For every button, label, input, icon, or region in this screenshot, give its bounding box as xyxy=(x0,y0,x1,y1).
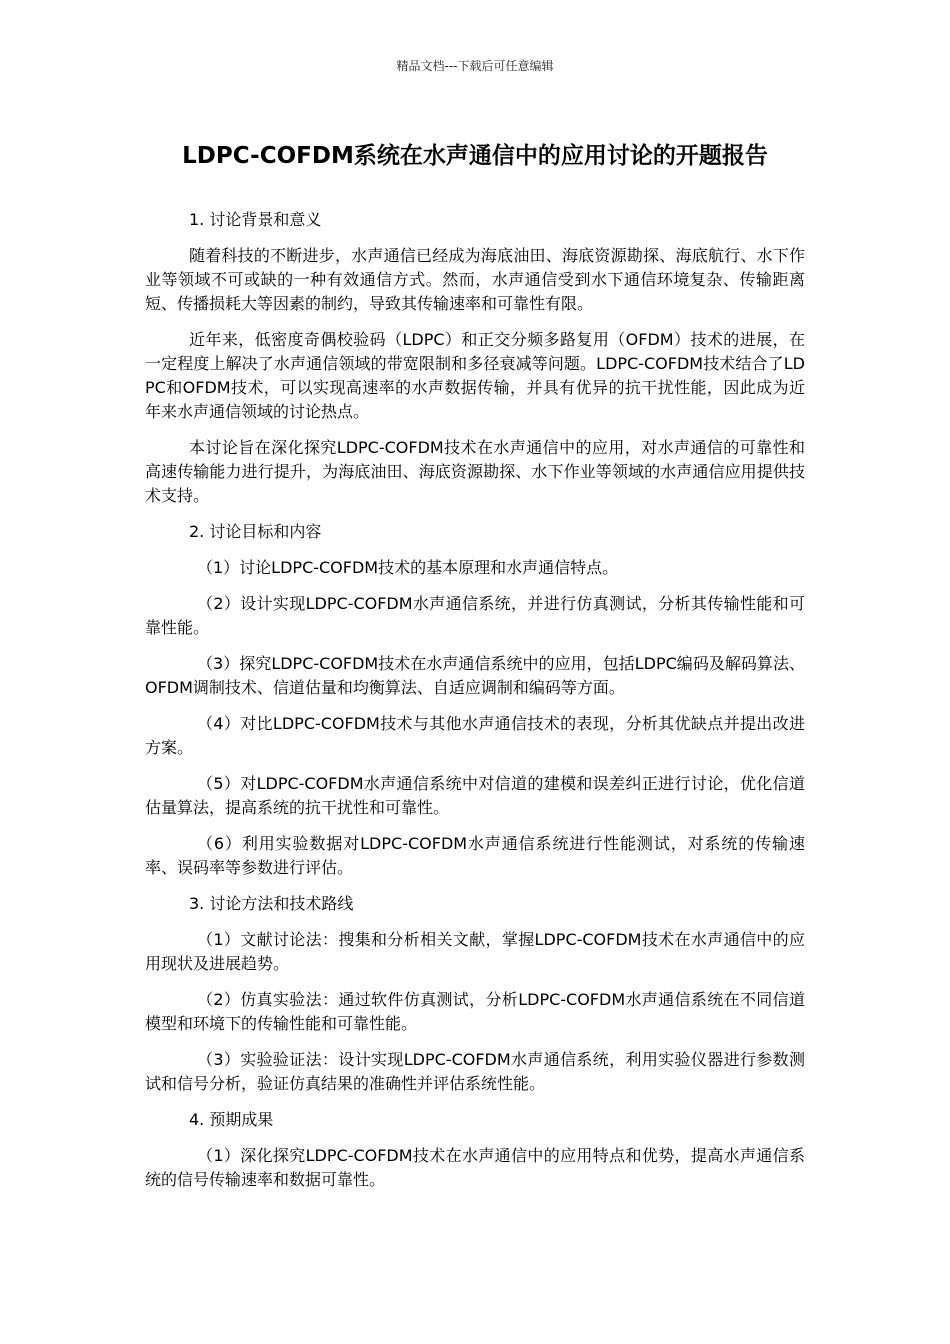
list-item: （2）设计实现LDPC-COFDM水声通信系统，并进行仿真测试，分析其传输性能和可靠性能。 xyxy=(145,594,805,637)
document-title: LDPC-COFDM系统在水声通信中的应用讨论的开题报告 xyxy=(182,143,768,169)
list-item: （3）探究LDPC-COFDM技术在水声通信系统中的应用，包括LDPC编码及解码算法、OFDM调制技术、信道估量和均衡算法、自适应调制和编码等方面。 xyxy=(145,654,805,697)
list-item: （1）深化探究LDPC-COFDM技术在水声通信中的应用特点和优势，提高水声通信系统的信号传输速率和数据可靠性。 xyxy=(145,1146,805,1189)
paragraph: 随着科技的不断进步，水声通信已经成为海底油田、海底资源勘探、海底航行、水下作业等领域不可或缺的一种有效通信方式。然而，水声通信受到水下通信环境复杂、传输距离短、传播损耗大等因素的制约，导致其传输速率和可靠性有限。 xyxy=(145,246,805,313)
section-heading-4: 4. 预期成果 xyxy=(189,1110,274,1129)
section-heading-2: 2. 讨论目标和内容 xyxy=(189,522,322,541)
list-item: （1）讨论LDPC-COFDM技术的基本原理和水声通信特点。 xyxy=(197,558,619,577)
section-heading-3: 3. 讨论方法和技术路线 xyxy=(189,894,354,913)
section-heading-1: 1. 讨论背景和意义 xyxy=(189,210,322,229)
paragraph: 本讨论旨在深化探究LDPC-COFDM技术在水声通信中的应用，对水声通信的可靠性和高速传输能力进行提升，为海底油田、海底资源勘探、水下作业等领域的水声通信应用提供技术支持。 xyxy=(145,438,805,505)
list-item: （5）对LDPC-COFDM水声通信系统中对信道的建模和误差纠正进行讨论，优化信道估量算法，提高系统的抗干扰性和可靠性。 xyxy=(145,774,805,817)
list-item: （1）文献讨论法：搜集和分析相关文献，掌握LDPC-COFDM技术在水声通信中的应用现状及进展趋势。 xyxy=(145,930,805,973)
list-item: （4）对比LDPC-COFDM技术与其他水声通信技术的表现，分析其优缺点并提出改进方案。 xyxy=(145,714,805,757)
list-item: （3）实验验证法：设计实现LDPC-COFDM水声通信系统，利用实验仪器进行参数测试和信号分析，验证仿真结果的准确性并评估系统性能。 xyxy=(145,1050,805,1093)
document-body xyxy=(145,208,805,1204)
list-item: （2）仿真实验法：通过软件仿真测试，分析LDPC-COFDM水声通信系统在不同信道模型和环境下的传输性能和可靠性能。 xyxy=(145,990,805,1033)
list-item: （6）利用实验数据对LDPC-COFDM水声通信系统进行性能测试，对系统的传输速率、误码率等参数进行评估。 xyxy=(145,834,805,877)
page-header: 精品文档---下载后可任意编辑 xyxy=(396,59,554,73)
paragraph: 近年来，低密度奇偶校验码（LDPC）和正交分频多路复用（OFDM）技术的进展，在一定程度上解决了水声通信领域的带宽限制和多径衰减等问题。LDPC-COFDM技术结合了LDPC和OFDM技术，可以实现高速率的水声数据传输，并具有优异的抗干扰性能，因此成为近年来水声通信领域的讨论热点。 xyxy=(145,330,805,421)
